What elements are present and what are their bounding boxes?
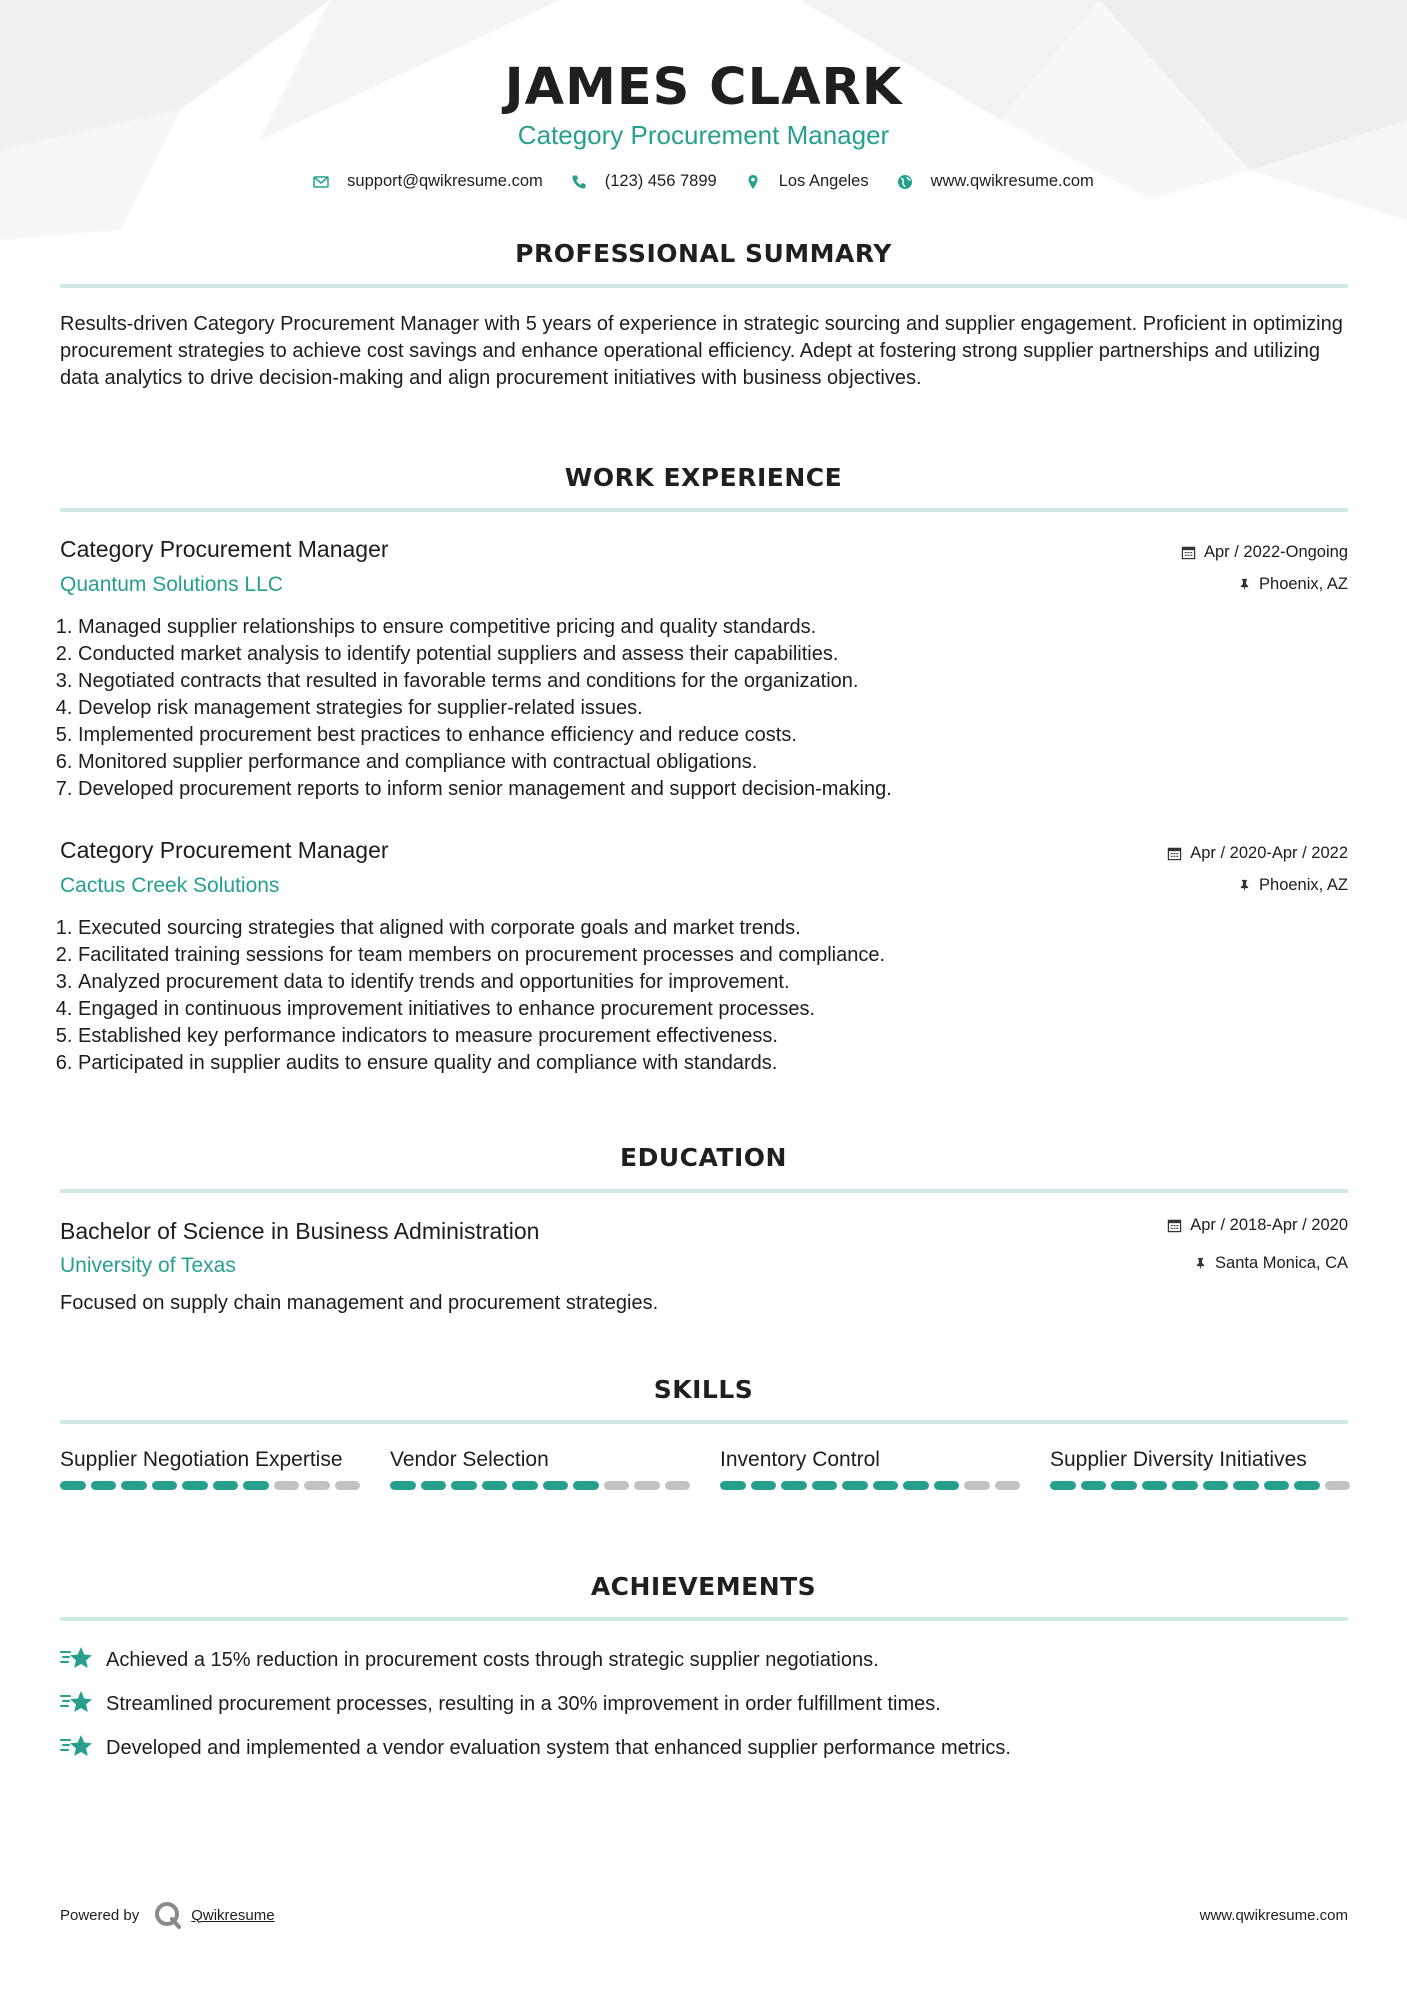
contact-email-text: support@qwikresume.com <box>347 172 543 190</box>
list-item: 6. Participated in supplier audits to ensure quality and compliance with standards. <box>78 1050 1348 1077</box>
skill-name: Supplier Negotiation Expertise <box>60 1448 343 1471</box>
skill-level-segment-filled <box>1050 1481 1076 1490</box>
job-responsibilities <box>60 614 1348 803</box>
job-company: Quantum Solutions LLC <box>60 573 283 596</box>
pushpin-icon <box>1194 1256 1207 1271</box>
phone-icon <box>571 174 587 190</box>
achievement-text: Achieved a 15% reduction in procurement costs through strategic supplier negotiations. <box>106 1648 879 1671</box>
education-location <box>1194 1254 1348 1273</box>
skill-item <box>1050 1446 1350 1490</box>
skill-level-segment-empty <box>304 1481 330 1490</box>
brand-link[interactable]: Qwikresume <box>191 1906 275 1924</box>
list-item: 1. Managed supplier relationships to ensure competitive pricing and quality standards. <box>78 614 1348 641</box>
list-item: 2. Facilitated training sessions for team members on procurement processes and compliance. <box>78 942 1348 969</box>
skill-level-segment-filled <box>781 1481 807 1490</box>
summary-text: Results-driven Category Procurement Manager with 5 years of experience in strategic sourcing and supplier engagement. Proficient in optimizing procurement strategies to achieve cost savings and enhance operational efficiency. Adept at fostering strong supplier partnerships and utilizing data analytics to drive decision-making and align procurement initiatives with business objectives. <box>60 313 1343 389</box>
list-item: 3. Negotiated contracts that resulted in favorable terms and conditions for the organization. <box>78 668 1348 695</box>
skills-heading: SKILLS <box>653 1375 754 1404</box>
achievements-heading: ACHIEVEMENTS <box>590 1572 817 1601</box>
skill-level-segment-filled <box>91 1481 117 1490</box>
job-title: Category Procurement Manager <box>60 837 389 863</box>
pushpin-icon <box>1238 878 1251 893</box>
skill-level-segment-filled <box>873 1481 899 1490</box>
skill-level-segment-filled <box>390 1481 416 1490</box>
education-location-text: Santa Monica, CA <box>1215 1254 1348 1272</box>
skill-level-segment-filled <box>543 1481 569 1490</box>
job-location-text: Phoenix, AZ <box>1259 876 1348 894</box>
job-dates-text: Apr / 2022-Ongoing <box>1203 543 1348 561</box>
skill-level-segment-filled <box>152 1481 178 1490</box>
map-pin-icon <box>745 174 761 190</box>
summary-heading: PROFESSIONAL SUMMARY <box>515 239 892 268</box>
skill-level-bar <box>390 1481 690 1490</box>
calendar-icon <box>1167 846 1182 861</box>
skill-level-segment-filled <box>243 1481 269 1490</box>
calendar-icon <box>1167 1218 1182 1233</box>
skill-level-bar <box>720 1481 1020 1490</box>
job-location <box>1238 575 1348 594</box>
skill-level-segment-filled <box>903 1481 929 1490</box>
education-school: University of Texas <box>60 1254 236 1277</box>
skill-level-segment-filled <box>842 1481 868 1490</box>
skill-level-segment-filled <box>60 1481 86 1490</box>
skill-name: Inventory Control <box>720 1448 880 1471</box>
envelope-icon <box>313 174 329 190</box>
skill-level-segment-filled <box>213 1481 239 1490</box>
skill-level-segment-filled <box>182 1481 208 1490</box>
contact-phone[interactable] <box>571 172 717 191</box>
skill-level-segment-filled <box>1081 1481 1107 1490</box>
education-degree: Bachelor of Science in Business Administration <box>60 1218 540 1244</box>
job-dates <box>1167 844 1348 863</box>
job-location-text: Phoenix, AZ <box>1259 575 1348 593</box>
skill-level-segment-empty <box>335 1481 361 1490</box>
list-item: 4. Develop risk management strategies for supplier-related issues. <box>78 695 1348 722</box>
skills-list <box>60 1446 1350 1490</box>
achievement-item <box>60 1689 1350 1719</box>
skill-level-segment-empty <box>1325 1481 1351 1490</box>
list-item: 4. Engaged in continuous improvement initiatives to enhance procurement processes. <box>78 996 1348 1023</box>
education-heading: EDUCATION <box>620 1143 787 1172</box>
contact-location <box>745 172 869 191</box>
skill-level-segment-filled <box>1264 1481 1290 1490</box>
footer <box>60 1900 1348 1930</box>
star-award-icon <box>60 1733 94 1763</box>
skill-level-segment-filled <box>512 1481 538 1490</box>
skill-level-segment-filled <box>1111 1481 1137 1490</box>
list-item: 3. Analyzed procurement data to identify trends and opportunities for improvement. <box>78 969 1348 996</box>
skill-level-segment-filled <box>934 1481 960 1490</box>
experience-heading: WORK EXPERIENCE <box>564 463 843 492</box>
achievement-item <box>60 1645 1350 1675</box>
skill-level-segment-filled <box>812 1481 838 1490</box>
achievement-item <box>60 1733 1350 1763</box>
skill-level-segment-filled <box>482 1481 508 1490</box>
skills-divider <box>60 1420 1348 1424</box>
list-item: 5. Implemented procurement best practices to enhance efficiency and reduce costs. <box>78 722 1348 749</box>
skill-name: Vendor Selection <box>390 1448 549 1471</box>
skill-level-segment-empty <box>665 1481 691 1490</box>
skill-level-segment-empty <box>995 1481 1021 1490</box>
skill-level-segment-filled <box>573 1481 599 1490</box>
achievement-text: Developed and implemented a vendor evaluation system that enhanced supplier performance metrics. <box>106 1736 1011 1759</box>
education-dates <box>1167 1216 1348 1235</box>
contact-bar <box>0 172 1407 191</box>
skill-level-segment-filled <box>421 1481 447 1490</box>
job-title: Category Procurement Manager <box>60 536 389 562</box>
skill-level-segment-filled <box>1142 1481 1168 1490</box>
list-item: 7. Developed procurement reports to inform senior management and support decision-making. <box>78 776 1348 803</box>
education-dates-text: Apr / 2018-Apr / 2020 <box>1190 1216 1348 1234</box>
skill-level-segment-filled <box>121 1481 147 1490</box>
globe-icon <box>897 174 913 190</box>
footer-powered <box>60 1900 275 1930</box>
skill-level-segment-filled <box>1233 1481 1259 1490</box>
job-responsibilities <box>60 915 1348 1077</box>
skill-level-segment-filled <box>1172 1481 1198 1490</box>
skill-level-segment-empty <box>964 1481 990 1490</box>
skill-level-segment-empty <box>274 1481 300 1490</box>
candidate-name: JAMES CLARK <box>504 58 903 117</box>
skill-level-bar <box>1050 1481 1350 1490</box>
skill-level-bar <box>60 1481 360 1490</box>
job-dates-text: Apr / 2020-Apr / 2022 <box>1190 844 1348 862</box>
achievements-divider <box>60 1617 1348 1621</box>
powered-by-label: Powered by <box>60 1906 140 1924</box>
summary-divider <box>60 284 1348 288</box>
qwikresume-logo-icon <box>153 1900 183 1930</box>
education-divider <box>60 1189 1348 1193</box>
pushpin-icon <box>1238 577 1251 592</box>
star-award-icon <box>60 1689 94 1719</box>
contact-website-text: www.qwikresume.com <box>930 172 1094 190</box>
contact-email[interactable] <box>313 172 543 191</box>
contact-website[interactable] <box>897 172 1094 191</box>
star-award-icon <box>60 1645 94 1675</box>
skill-level-segment-filled <box>1203 1481 1229 1490</box>
skill-level-segment-filled <box>751 1481 777 1490</box>
skill-item <box>60 1446 360 1490</box>
achievement-text: Streamlined procurement processes, resulting in a 30% improvement in order fulfillment times. <box>106 1692 941 1715</box>
skill-level-segment-empty <box>604 1481 630 1490</box>
skill-level-segment-filled <box>451 1481 477 1490</box>
education-description: Focused on supply chain management and procurement strategies. <box>60 1292 659 1314</box>
job-location <box>1238 876 1348 895</box>
skill-level-segment-empty <box>634 1481 660 1490</box>
skill-item <box>390 1446 690 1490</box>
footer-website[interactable]: www.qwikresume.com <box>1199 1906 1348 1924</box>
skill-item <box>720 1446 1020 1490</box>
list-item: 1. Executed sourcing strategies that aligned with corporate goals and market trends. <box>78 915 1348 942</box>
skill-level-segment-filled <box>1294 1481 1320 1490</box>
list-item: 5. Established key performance indicators to measure procurement effectiveness. <box>78 1023 1348 1050</box>
contact-location-text: Los Angeles <box>778 172 869 190</box>
skill-level-segment-filled <box>720 1481 746 1490</box>
contact-phone-text: (123) 456 7899 <box>604 172 717 190</box>
candidate-title: Category Procurement Manager <box>517 120 890 150</box>
skill-name: Supplier Diversity Initiatives <box>1050 1448 1307 1471</box>
calendar-icon <box>1181 545 1196 560</box>
list-item: 6. Monitored supplier performance and compliance with contractual obligations. <box>78 749 1348 776</box>
experience-divider <box>60 508 1348 512</box>
list-item: 2. Conducted market analysis to identify potential suppliers and assess their capabilities. <box>78 641 1348 668</box>
job-dates <box>1181 543 1348 562</box>
job-company: Cactus Creek Solutions <box>60 874 280 897</box>
